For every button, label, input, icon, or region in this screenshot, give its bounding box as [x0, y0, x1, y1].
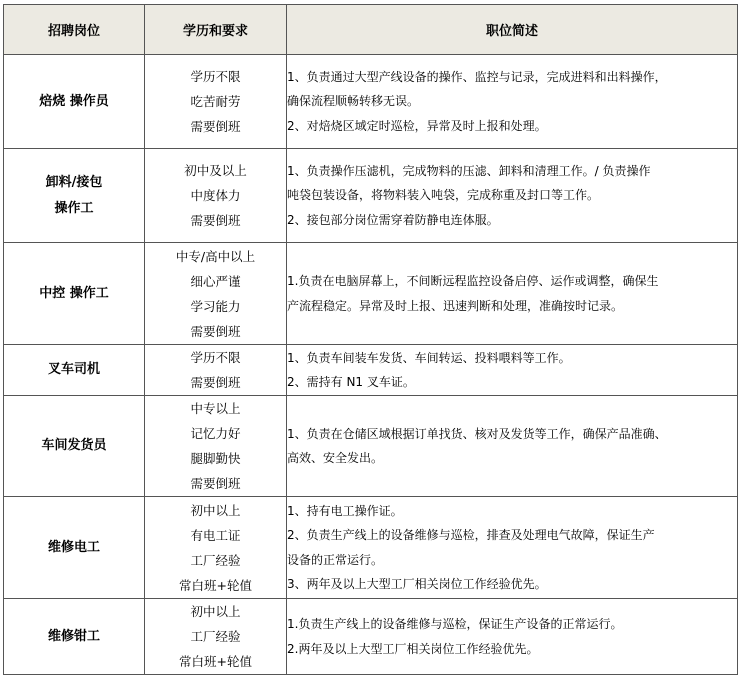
description-cell: [287, 149, 738, 243]
requirement-item: 工厂经验: [190, 629, 241, 644]
requirement-item: 中专/高中以上: [175, 248, 256, 264]
position-cell: [4, 497, 145, 599]
requirement-item: 需要倒班: [190, 119, 241, 134]
requirements-cell: [145, 396, 287, 497]
description-line: 2、接包部分岗位需穿着防静电连体服。: [287, 212, 499, 227]
description-line: 2.两年及以上大型工厂相关岗位工作经验优先。: [287, 641, 539, 656]
description-cell: [287, 55, 738, 149]
position-title: 卸料/接包: [45, 174, 103, 190]
requirement-item: 需要倒班: [190, 476, 241, 491]
position-cell: [4, 345, 145, 396]
position-title: 维修钳工: [47, 628, 100, 644]
position-cell: [4, 55, 145, 149]
requirement-item: 记忆力好: [190, 426, 241, 441]
requirements-cell: [145, 345, 287, 396]
requirement-item: 腿脚勤快: [190, 451, 241, 466]
requirement-item: 需要倒班: [190, 213, 241, 228]
requirement-item: 初中以上: [190, 502, 241, 518]
table-row: [4, 55, 738, 149]
description-line: 1、负责操作压滤机，完成物料的压滤、卸料和清理工作。/ 负责操作: [287, 163, 651, 178]
requirement-item: 工厂经验: [190, 552, 241, 568]
position-cell: [4, 243, 145, 345]
requirement-item: 学习能力: [190, 298, 241, 314]
position-title: 车间发货员: [41, 438, 107, 453]
position-cell: [4, 149, 145, 243]
table-row: [4, 497, 738, 599]
description-cell: [287, 497, 738, 599]
header-position: 招聘岗位: [4, 5, 145, 55]
description-line: 2、需持有 N1 叉车证。: [287, 375, 415, 389]
description-line: 2、对焙烧区域定时巡检，异常及时上报和处理。: [287, 118, 547, 133]
position-title: 操作工: [54, 200, 94, 216]
requirement-item: 细心严谨: [190, 273, 241, 289]
table-row: [4, 396, 738, 497]
requirement-item: 学历不限: [190, 69, 241, 84]
description-line: 1、负责在仓储区域根据订单找货、核对及发货等工作，确保产品准确、: [287, 426, 667, 441]
description-line: 确保流程顺畅转移无误。: [287, 94, 420, 109]
requirement-item: 吃苦耐劳: [190, 94, 241, 109]
position-title: 焙烧 操作员: [39, 93, 109, 109]
table-row: [4, 599, 738, 675]
description-line: 1、负责车间装车发货、车间转运、投料喂料等工作。: [287, 350, 571, 365]
position-title: 中控 操作工: [39, 285, 109, 301]
requirement-item: 中专以上: [190, 401, 241, 416]
requirement-item: 有电工证: [190, 527, 241, 543]
requirements-cell: [145, 497, 287, 599]
description-cell: [287, 345, 738, 396]
table-row: [4, 149, 738, 243]
table-row: [4, 243, 738, 345]
requirement-item: 常白班+轮值: [179, 577, 252, 593]
description-line: 2、负责生产线上的设备维修与巡检，排查及处理电气故障，保证生产: [287, 528, 655, 542]
table-row: [4, 345, 738, 396]
requirement-item: 初中及以上: [184, 163, 247, 178]
requirement-item: 中度体力: [190, 188, 241, 203]
description-line: 设备的正常运行。: [287, 552, 384, 567]
description-line: 1、持有电工操作证。: [287, 503, 403, 518]
description-line: 1.负责生产线上的设备维修与巡检，保证生产设备的正常运行。: [287, 617, 623, 631]
header-description: 职位简述: [287, 5, 738, 55]
description-line: 3、两年及以上大型工厂相关岗位工作经验优先。: [287, 577, 547, 591]
requirement-item: 学历不限: [190, 350, 241, 365]
description-line: 产流程稳定。异常及时上报、迅速判断和处理，准确按时记录。: [287, 298, 624, 313]
requirement-item: 初中以上: [190, 604, 241, 619]
position-cell: [4, 396, 145, 497]
position-cell: [4, 599, 145, 675]
requirements-cell: [145, 599, 287, 675]
requirement-item: 常白班+轮值: [179, 654, 252, 669]
description-line: 吨袋包装设备，将物料装入吨袋，完成称重及封口等工作。: [287, 188, 600, 203]
header-requirements: 学历和要求: [145, 5, 287, 55]
requirements-cell: [145, 243, 287, 345]
requirements-cell: [145, 149, 287, 243]
description-cell: [287, 599, 738, 675]
requirement-item: 需要倒班: [190, 323, 241, 339]
description-line: 高效、安全发出。: [287, 451, 384, 465]
description-line: 1.负责在电脑屏幕上，不间断远程监控设备启停、运作或调整，确保生: [287, 274, 659, 288]
description-line: 1、负责通过大型产线设备的操作、监控与记录，完成进料和出料操作，: [287, 69, 667, 84]
requirement-item: 需要倒班: [190, 375, 241, 390]
position-title: 叉车司机: [47, 362, 100, 377]
table-header-row: [4, 5, 738, 55]
requirements-cell: [145, 55, 287, 149]
position-title: 维修电工: [47, 539, 100, 555]
description-cell: [287, 243, 738, 345]
description-cell: [287, 396, 738, 497]
job-table: [3, 4, 738, 675]
